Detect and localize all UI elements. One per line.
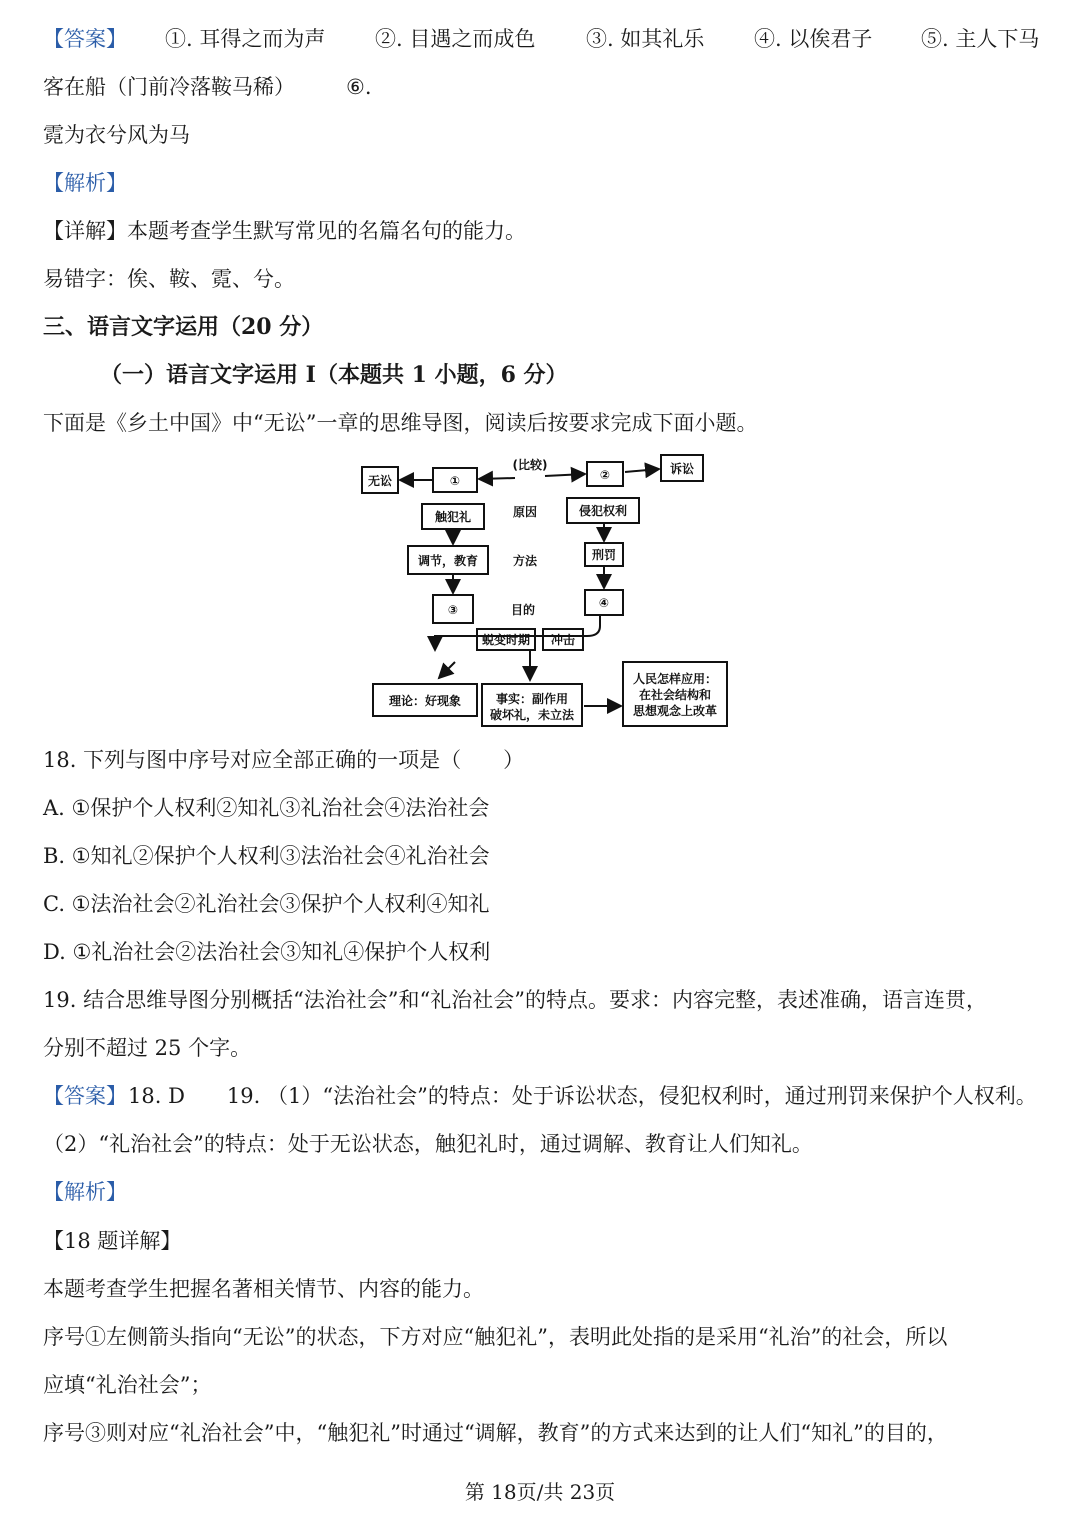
label-compare: (比较) [512,458,548,472]
label-renmin-1: 人民怎样应用： [632,672,718,686]
detail-18-p1: 本题考查学生把握名著相关情节、内容的能力。 [43,1277,484,1301]
q19-line-1: 19. 结合思维导图分别概括“法治社会”和“礼治社会”的特点。要求：内容完整，表述准确，语言连贯， [43,988,988,1012]
label-n2: ② [599,468,611,482]
label-renmin-2: 在社会结构和 [638,688,712,702]
answer-item-5: ⑤. 主人下马 [921,27,1040,51]
label-mudi: 目的 [510,603,536,617]
label-fangfa: 方法 [512,554,538,568]
page-footer: 第 18页/共 23页 [464,1480,616,1504]
analysis-tag-1: 【解析】 [43,171,127,195]
label-ruibian: 蜕变时期 [481,633,531,647]
answer-tag-2: 【答案】 [43,1084,127,1108]
answer-line-2b: ⑥. [346,75,372,99]
answer-2-line-2: （2）“礼治社会”的特点：处于无讼状态，触犯礼时，通过调解、教育让人们知礼。 [43,1132,813,1156]
label-n4: ④ [598,596,610,610]
answer-item-3: ③. 如其礼乐 [586,27,705,51]
label-renmin-3: 思想观念上改革 [632,704,718,718]
subsection-title: （一）语言文字运用 I（本题共 1 小题，6 分） [100,362,568,388]
q18-option-a: A. ①保护个人权利②知礼③礼治社会④法治社会 [43,796,490,820]
label-qinfan: 侵犯权利 [578,504,628,518]
label-shishi-2: 破坏礼，未立法 [489,708,575,722]
label-susong: 诉讼 [669,462,695,476]
q19-line-2: 分别不超过 25 个字。 [43,1036,252,1060]
detail-18-title: 【18 题详解】 [43,1229,182,1253]
detail-1: 【详解】本题考查学生默写常见的名篇名句的能力。 [43,219,526,243]
q18-option-d: D. ①礼治社会②法治社会③知礼④保护个人权利 [43,940,491,964]
answer-item-1: ①. 耳得之而为声 [165,27,326,51]
error-characters: 易错字：俟、鞍、霓、兮。 [43,267,295,291]
label-lilun: 理论：好现象 [388,694,462,708]
answer-line-2a: 客在船（门前冷落鞍马稀） [43,75,295,99]
answer-item-2: ②. 目遇之而成色 [375,27,536,51]
detail-18-p3: 序号③则对应“礼治社会”中，“触犯礼”时通过“调解，教育”的方式来达到的让人们“知礼”的目的， [43,1421,948,1445]
answer-item-4: ④. 以俟君子 [754,27,873,51]
label-shishi-1: 事实：副作用 [495,692,569,706]
answer-tag-1: 【答案】 [43,27,127,51]
detail-18-p2-line-1: 序号①左侧箭头指向“无讼”的状态，下方对应“触犯礼”，表明此处指的是采用“礼治”的社会，所以 [43,1325,948,1349]
analysis-tag-2: 【解析】 [43,1180,127,1204]
section-title: 三、语言文字运用（20 分） [43,314,324,340]
intro-paragraph: 下面是《乡土中国》中“无讼”一章的思维导图，阅读后按要求完成下面小题。 [43,411,758,435]
label-chufanli: 触犯礼 [434,510,472,524]
label-n3: ③ [447,603,459,617]
label-chongji: 冲击 [550,633,576,647]
q18-stem: 18. 下列与图中序号对应全部正确的一项是（ ） [43,748,525,772]
label-n1: ① [449,474,461,488]
label-yuanyin: 原因 [512,505,538,519]
answer-2-line-1: 18. D 19. （1）“法治社会”的特点：处于诉讼状态，侵犯权利时，通过刑罚来保护个人权利。 [128,1084,1037,1108]
label-wusong: 无讼 [367,474,393,488]
mind-map-diagram [355,450,735,735]
answer-line-3: 霓为衣兮风为马 [43,123,190,147]
detail-18-p2-line-2: 应填“礼治社会”； [43,1373,212,1397]
label-xingfa: 刑罚 [591,548,617,562]
label-tiaojie: 调节，教育 [417,554,479,568]
q18-option-c: C. ①法治社会②礼治社会③保护个人权利④知礼 [43,892,490,916]
q18-option-b: B. ①知礼②保护个人权利③法治社会④礼治社会 [43,844,490,868]
